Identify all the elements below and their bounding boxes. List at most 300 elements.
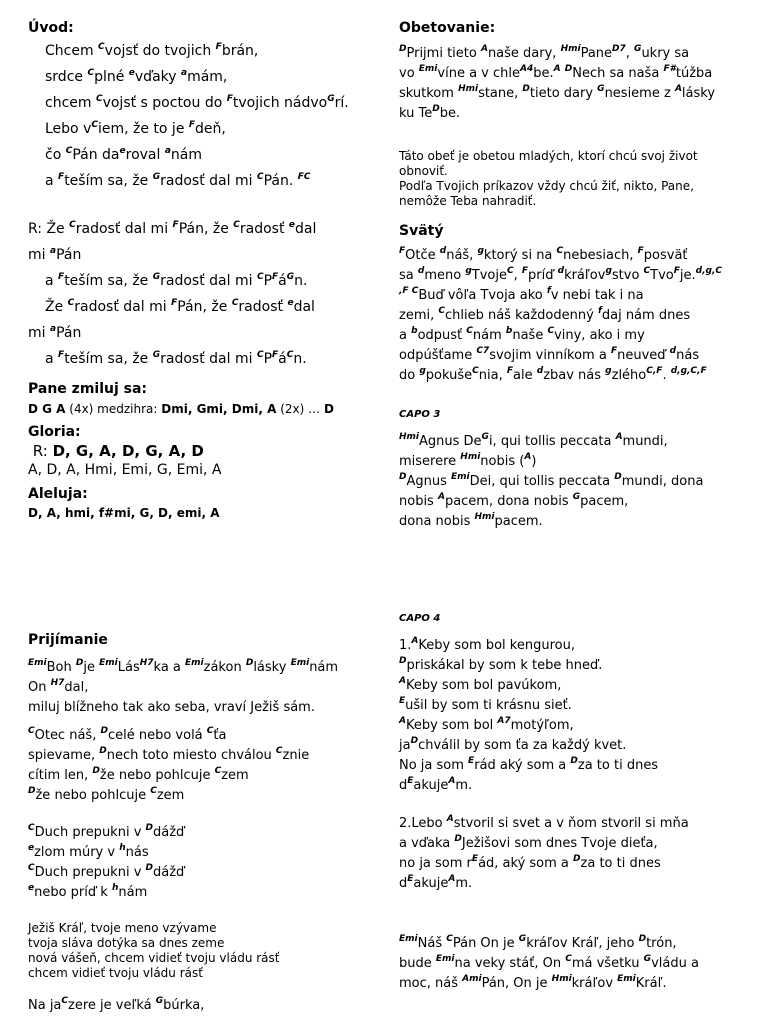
chord-label: C [506, 266, 514, 276]
chord-label: F [521, 266, 529, 276]
lyric-line: chcem vidieť tvoju vládu rásť [28, 966, 203, 980]
chord-label: FC [297, 172, 311, 182]
section-uvod [28, 19, 388, 194]
lyric-text: viny, ako i my [554, 328, 645, 343]
lyric-line: Ježiš Kráľ, tvoje meno vzývame [28, 921, 217, 935]
refrain-chords: D, G, A, D, G, A, D [52, 442, 204, 460]
capo-label: CAPO 4 [399, 613, 441, 624]
lyric-text: nesieme z [604, 86, 675, 101]
lyric-text: Pán On je [452, 936, 519, 951]
lyric-line [399, 716, 759, 736]
lyric-text: Chcem [45, 43, 99, 59]
chord-label: D7 [612, 44, 626, 54]
lyrics-block [28, 38, 388, 194]
chord-label: D [522, 84, 530, 94]
lyric-text: Agnus De [419, 434, 482, 449]
lyric-line [399, 286, 759, 306]
lyric-text: á [278, 273, 287, 289]
lyric-text: Dei, qui tollis peccata [469, 474, 615, 489]
lyric-text: kráľov Kráľ, jeho [526, 936, 639, 951]
lyric-line [28, 843, 388, 863]
lyric-text: On [28, 680, 51, 695]
gloria-refrain [28, 441, 388, 461]
lyric-text: čo [45, 147, 66, 163]
section-title: Gloria: [28, 424, 81, 440]
chord-label: Emi [99, 658, 118, 668]
lyric-text: je. [679, 268, 696, 283]
lyric-line [399, 934, 759, 954]
lyrics-kral [399, 934, 759, 994]
lyric-text: Pán [56, 325, 82, 341]
lyric-text: nech toto miesto chválou [106, 748, 276, 763]
lyric-text: brán, [221, 43, 259, 59]
lyric-text: stane, [478, 86, 523, 101]
lyric-text: za to ti dnes [580, 856, 661, 871]
chord-label: h [111, 883, 119, 893]
chord-label: F [272, 350, 279, 360]
chord-label: D [454, 834, 462, 844]
lyric-text: ktorý si na [483, 248, 557, 263]
chord-label: C [95, 94, 103, 104]
lyric-text: túžba [675, 66, 713, 81]
lyric-text: chválil by som ťa za každý kvet. [418, 738, 627, 753]
chord-label: C [472, 366, 479, 376]
lyrics-lebo [399, 814, 759, 894]
lyric-text: chlieb náš každodenný [444, 308, 598, 323]
lyric-text: meno [424, 268, 466, 283]
lyric-line [399, 776, 759, 796]
chord-label: E [407, 874, 414, 884]
lyric-text: ale [513, 368, 537, 383]
chord-label: E [471, 854, 479, 864]
lyric-text: vojsť s poctou do [102, 95, 227, 111]
capo-label: CAPO 3 [399, 409, 441, 420]
chord-label: d [439, 246, 447, 256]
lyric-text: , [625, 46, 635, 61]
chord-label: F [171, 298, 178, 308]
chord-label: F [58, 350, 65, 360]
lyric-text: moc, náš [399, 976, 463, 991]
chord-label: F [637, 246, 644, 256]
lyric-line [28, 698, 388, 718]
lyric-text: Na ja [28, 998, 62, 1013]
lyric-text: ku Te [399, 106, 433, 121]
lyric-text: neuveď [617, 348, 670, 363]
lyric-text: zbav nás [543, 368, 606, 383]
chord-label: D [432, 104, 440, 114]
chord-label: C,F [646, 366, 663, 376]
lyric-text: pacem. [494, 514, 543, 529]
lyric-text: teším sa, že [64, 273, 153, 289]
lyric-text: v nebi tak i na [550, 288, 644, 303]
chord-label: A [524, 452, 532, 462]
lyric-text: zem [156, 788, 185, 803]
lyric-text: dal, [64, 680, 89, 695]
lyrics-jezis [28, 921, 388, 981]
gloria-chords: A, D, A, Hmi, Emi, G, Emi, A [28, 462, 222, 478]
chord-label: C [28, 726, 35, 736]
chord-text: D [323, 402, 334, 416]
chord-label: Emi [399, 934, 418, 944]
chord-label: F [673, 266, 680, 276]
chord-label: g [419, 366, 426, 376]
section-aleluja [28, 485, 388, 521]
lyric-text: kráľov [564, 268, 606, 283]
chord-label: C [256, 350, 264, 360]
chord-label: a [49, 246, 57, 256]
lyric-text: mundi, [622, 434, 668, 449]
chord-label: D [638, 934, 647, 944]
lyric-text: deň, [195, 121, 226, 137]
lyric-line [399, 432, 759, 452]
lyrics-kengura [399, 636, 759, 796]
chord-label: C7 [476, 346, 490, 356]
lyric-text: daj nám dnes [601, 308, 691, 323]
chord-label: A [411, 636, 419, 646]
lyric-line [28, 863, 388, 883]
lyric-line [45, 90, 388, 116]
aleluja-chords: D, A, hmi, f#mi, G, D, emi, A [28, 506, 220, 520]
chord-label: D [399, 656, 407, 666]
chord-label: E [407, 776, 414, 786]
section-title: Obetovanie: [399, 20, 496, 36]
lyric-text: je [83, 660, 100, 675]
chord-label: F# [663, 64, 676, 74]
lyric-line [45, 142, 388, 168]
lyric-line [399, 246, 759, 266]
lyric-line [399, 636, 759, 656]
chord-label: F [188, 120, 196, 130]
lyric-text: naše [512, 328, 548, 343]
lyric-text: rád aký som a [474, 758, 571, 773]
section-title: Aleluja: [28, 486, 88, 502]
lyric-line [399, 452, 759, 472]
lyric-text: zem [221, 768, 249, 783]
lyrics-block [399, 246, 759, 386]
chord-label: C [61, 996, 69, 1006]
chord-label: g [605, 366, 612, 376]
lyric-text: naše dary, [487, 46, 561, 61]
lyric-text: búrka, [163, 998, 205, 1013]
lyric-text: tieto dary [529, 86, 598, 101]
lyric-text: lásky [681, 86, 716, 101]
lyric-line: tvoja sláva dotýka sa dnes zeme [28, 936, 225, 950]
chord-label: e [288, 220, 296, 230]
prose-line: Táto obeť je obetou mladých, ktorí chcú svoj život [399, 149, 698, 163]
chord-label: G [152, 172, 161, 182]
lyric-text: 1. [399, 638, 412, 653]
lyric-text: príď [528, 268, 558, 283]
lyric-text: akuje [413, 876, 449, 891]
lyric-text: á [278, 351, 287, 367]
lyric-text: R: Že [28, 221, 70, 237]
chord-label: C [206, 726, 214, 736]
chord-label: e [287, 298, 294, 308]
chord-label: E [399, 696, 406, 706]
lyric-text: pokuše [425, 368, 473, 383]
lyric-text: mundi, dona [621, 474, 704, 489]
lyric-line [28, 294, 388, 320]
lyric-line [399, 472, 759, 492]
lyric-text: be. [533, 66, 554, 81]
lyric-text: svojim vinníkom a [489, 348, 611, 363]
lyrics-duch [28, 823, 388, 903]
lyric-line [399, 104, 759, 124]
chord-label: Emi [617, 974, 636, 984]
lyric-line [399, 64, 759, 84]
lyric-line [399, 512, 759, 532]
lyric-line [28, 268, 388, 294]
lyric-text: Otec náš, [34, 728, 101, 743]
prose-line: nemôže Teba nahradiť. [399, 194, 537, 208]
chord-label: b [411, 326, 418, 336]
lyric-line [28, 766, 388, 786]
lyric-text: roval [125, 147, 165, 163]
chord-label: a [49, 324, 57, 334]
chord-label: Emi [290, 658, 310, 668]
chord-label: D [410, 736, 419, 746]
lyric-text: pacem, [580, 494, 629, 509]
lyric-text: d [399, 876, 408, 891]
chord-label: Hmi [399, 432, 419, 442]
lyric-line [399, 366, 759, 386]
lyric-text: ád, aký som a [478, 856, 574, 871]
chord-text: Dmi, Gmi, Dmi, A [161, 402, 277, 416]
chord-label: C [556, 246, 564, 256]
lyric-text: nám [309, 660, 339, 675]
lyric-text: Pán, že [178, 221, 234, 237]
lyric-text: radosť dal mi [160, 173, 257, 189]
lyric-line [399, 326, 759, 346]
lyrics-block [28, 658, 388, 718]
chord-line [28, 402, 388, 417]
chord-label: C [446, 934, 453, 944]
lyric-line: nová vášeň, chcem vidieť tvoju vládu rásť [28, 951, 280, 965]
lyric-text: i, qui tollis peccata [488, 434, 616, 449]
chord-label: Hmi [460, 452, 481, 462]
prose-line: Podľa Tvojich príkazov vždy chcú žiť, nikto, Pane, [399, 179, 694, 193]
lyric-text: ka a [153, 660, 186, 675]
lyric-text: . [662, 368, 671, 383]
lyric-text: P [263, 351, 273, 367]
chord-label: g [605, 266, 612, 276]
chord-label: C [466, 326, 473, 336]
chord-label: d,g,C [695, 266, 722, 276]
lyric-text: Pane [580, 46, 613, 61]
lyric-text: náš, [446, 248, 478, 263]
lyric-line [45, 64, 388, 90]
chord-label: Emi [435, 954, 455, 964]
lyric-text: d [399, 778, 408, 793]
chord-label: C [547, 326, 555, 336]
chord-label: C [65, 146, 73, 156]
lyric-text: , [513, 268, 522, 283]
chord-label: C [98, 42, 105, 52]
lyric-line [28, 242, 388, 268]
section-svaty [399, 222, 759, 386]
lyric-text: mám, [187, 69, 228, 85]
chord-label: C [231, 298, 239, 308]
lyric-line [28, 658, 388, 678]
lyric-line [28, 320, 388, 346]
chord-label: Hmi [458, 84, 479, 94]
lyric-text: zere je veľká [68, 998, 156, 1013]
chord-label: A [399, 676, 406, 686]
chord-label: A7 [497, 716, 511, 726]
chord-label: D [573, 854, 581, 864]
lyrics-agnus [399, 432, 759, 532]
lyric-text: Lebo v [45, 121, 92, 137]
chord-label: F [172, 220, 179, 230]
chord-label: C [233, 220, 240, 230]
lyric-text: 2.Lebo [399, 816, 447, 831]
lyric-text: radosť [239, 221, 289, 237]
lyric-line [28, 823, 388, 843]
lyric-text: Pán [56, 247, 82, 263]
chord-label: F [610, 346, 618, 356]
lyric-text: do [399, 368, 420, 383]
lyric-text: že nebo pohlcuje [35, 788, 151, 803]
lyric-line [28, 678, 388, 698]
chord-label: d [536, 366, 544, 376]
chord-label: G [152, 272, 161, 282]
lyric-text: tvojich nádvo [232, 95, 328, 111]
lyric-text: Lás [117, 660, 140, 675]
lyric-line [399, 696, 759, 716]
lyric-text: na veky stáť, On [454, 956, 566, 971]
lyric-text: nia, [478, 368, 507, 383]
lyric-line [399, 814, 759, 834]
lyric-text: radosť dal mi [75, 221, 173, 237]
chord-label: D [75, 658, 84, 668]
lyric-text: radosť dal mi [160, 351, 257, 367]
chord-label: C [87, 68, 95, 78]
chord-label: d [557, 266, 565, 276]
lyric-text: teším sa, že [64, 173, 153, 189]
lyric-line [399, 954, 759, 974]
lyric-text: odpúšťame [399, 348, 477, 363]
lyric-text: be. [439, 106, 461, 121]
lyric-text: nebesiach, [563, 248, 638, 263]
chord-label: G [572, 492, 581, 502]
lyric-text: mi [28, 325, 50, 341]
lyric-text: spievame, [28, 748, 100, 763]
chord-label: D [614, 472, 622, 482]
chord-label: C [69, 220, 76, 230]
chord-label: D [570, 756, 578, 766]
lyric-line [399, 656, 759, 676]
chord-label: C [286, 350, 294, 360]
chord-label: C [67, 298, 75, 308]
chord-label: Hmi [560, 44, 581, 54]
chord-label: F [215, 42, 222, 52]
chord-label: A [480, 44, 488, 54]
chord-label: Ami [462, 974, 482, 984]
lyric-text: radosť dal mi [74, 299, 172, 315]
lyric-text: Keby som bol pavúkom, [405, 678, 562, 693]
chord-label: A [448, 874, 456, 884]
chord-label: H7 [139, 658, 154, 668]
lyric-text: zlého [611, 368, 647, 383]
lyric-text: skutkom [399, 86, 459, 101]
lyric-text: nás [125, 845, 149, 860]
chord-label: C [438, 306, 445, 316]
chord-label: e [119, 146, 126, 156]
lyric-text: P [263, 273, 273, 289]
chord-label: D [245, 658, 254, 668]
chord-label: A [615, 432, 623, 442]
lyric-text: kráľov [571, 976, 618, 991]
chord-label: C [565, 954, 572, 964]
lyric-text: plné [94, 69, 129, 85]
lyric-text: znie [282, 748, 310, 763]
chord-label: H7 [50, 678, 65, 688]
lyric-text: že nebo pohlcuje [99, 768, 215, 783]
lyric-text: miluj blížneho tak ako seba, vraví Ježiš sám. [28, 700, 315, 715]
chord-label: D [564, 64, 573, 74]
chord-label: d [669, 346, 677, 356]
lyric-text: radosť [238, 299, 288, 315]
lyric-text: dal [295, 221, 317, 237]
lyric-text: iem, že to je [97, 121, 189, 137]
lyric-text: Ježišovi som dnes Tvoje dieťa, [461, 836, 658, 851]
lyric-text: vo [399, 66, 419, 81]
lyric-text: Otče [405, 248, 440, 263]
lyric-text: a [45, 273, 59, 289]
lyric-text: n. [293, 351, 307, 367]
chord-label: A [446, 814, 454, 824]
chord-label: ,F C [399, 286, 419, 296]
lyric-text: a vďaka [399, 836, 455, 851]
chord-label: G [481, 432, 489, 442]
chord-label: D [145, 863, 153, 873]
lyrics-otec [28, 726, 388, 806]
lyric-text: Pán. [263, 173, 298, 189]
chord-label: A [674, 84, 682, 94]
chord-label: a [164, 146, 171, 156]
lyric-text: za to ti dnes [577, 758, 659, 773]
lyric-line [28, 346, 388, 372]
lyric-text: vojsť do tvojich [104, 43, 216, 59]
chord-label: g [465, 266, 472, 276]
lyric-line [399, 346, 759, 366]
lyric-text: dážď [153, 865, 185, 880]
lyric-text: a [45, 351, 59, 367]
lyric-text: víne a v chle [437, 66, 521, 81]
lyric-line [399, 834, 759, 854]
lyric-text: mi [28, 247, 50, 263]
section-title: Svätý [399, 223, 444, 239]
lyric-text: nebo príď k [34, 885, 112, 900]
chord-label: D [99, 746, 107, 756]
lyric-text: Buď vôľa Tvoja ako [418, 288, 547, 303]
chord-label: d,g,C,F [670, 366, 707, 376]
lyric-text: nám [472, 328, 506, 343]
lyric-text: Pán, On je [481, 976, 552, 991]
lyric-text: (4x) medzihra: [65, 402, 162, 416]
lyric-text: nobis [399, 494, 438, 509]
lyric-text: nobis ( [480, 454, 525, 469]
lyric-line [399, 854, 759, 874]
lyric-line [399, 44, 759, 64]
lyric-text: Kráľ. [635, 976, 667, 991]
chord-label: C [28, 863, 35, 873]
lyric-text: Duch prepukni v [34, 865, 146, 880]
chord-label: C [91, 120, 98, 130]
section-refren [28, 216, 388, 372]
lyric-text: ) [531, 454, 537, 469]
lyric-text: Tvoje [471, 268, 507, 283]
